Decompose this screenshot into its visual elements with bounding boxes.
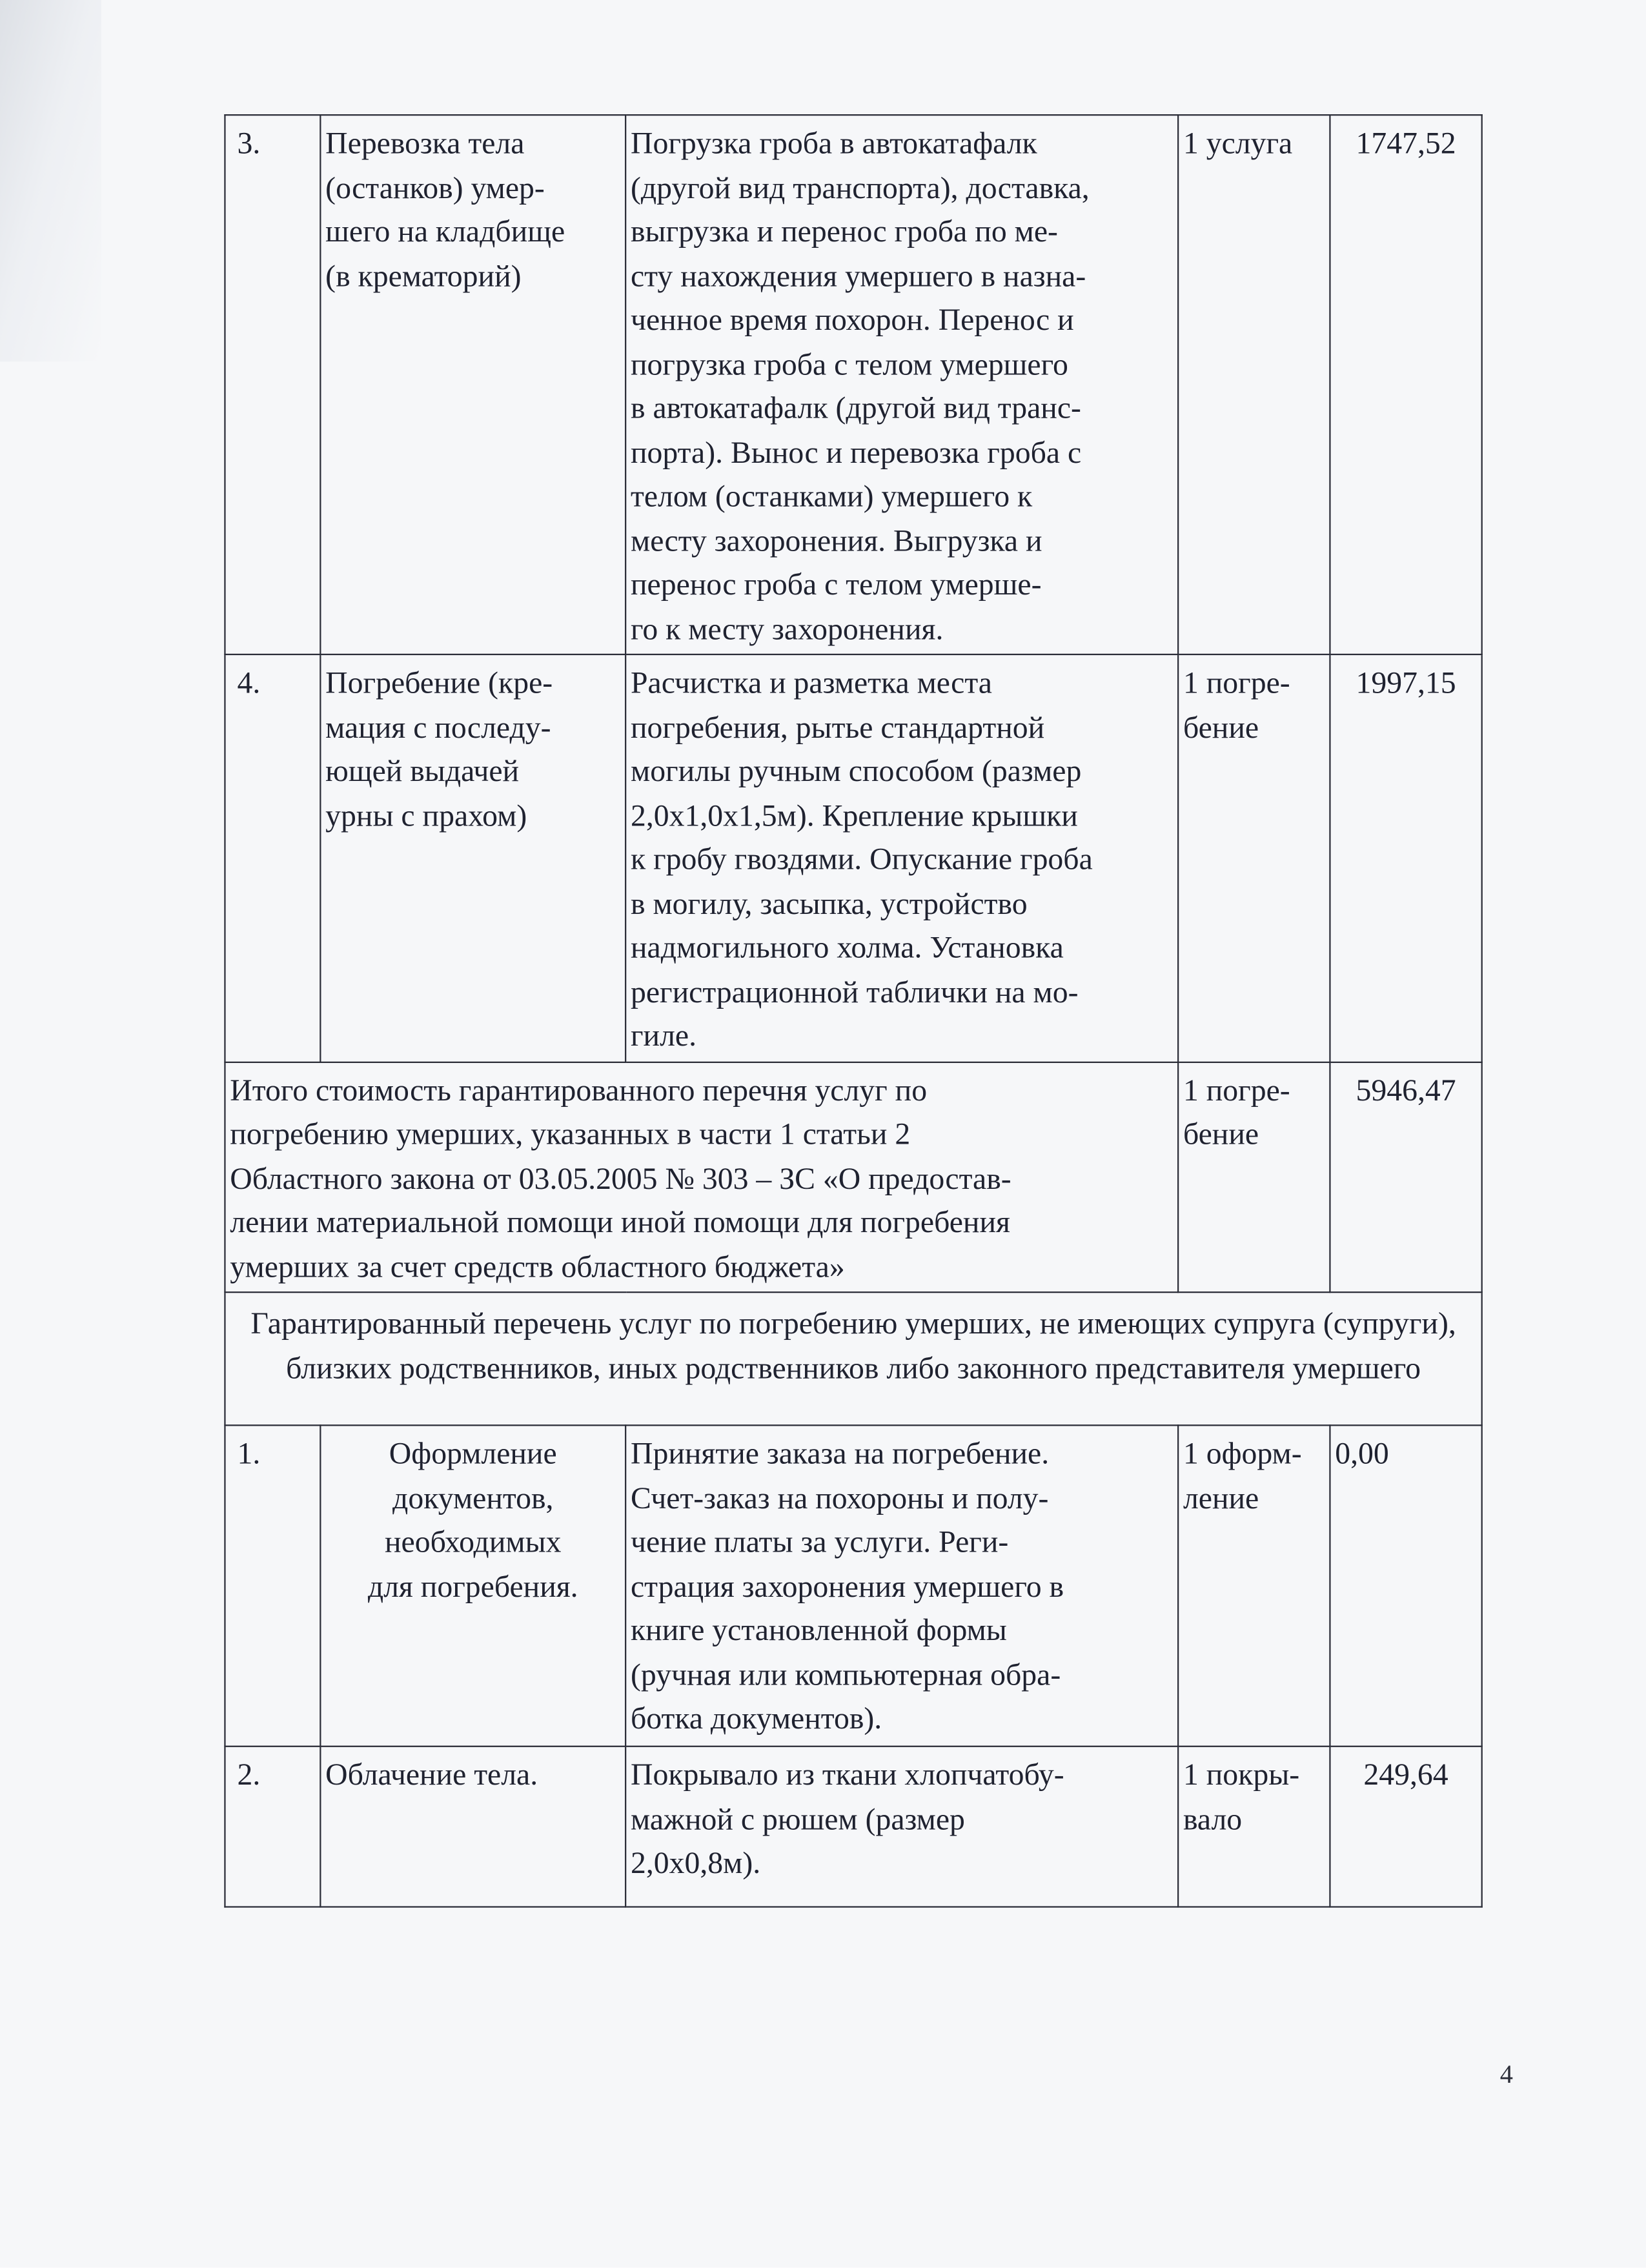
service-price: 1997,15 (1330, 654, 1481, 1062)
services-table (224, 114, 1482, 1908)
total-price: 5946,47 (1330, 1062, 1481, 1292)
service-name: Оформление документов, необходимых для погребения. (320, 1425, 625, 1746)
service-price: 1747,52 (1330, 115, 1481, 654)
total-row (225, 1062, 1481, 1292)
table-row (225, 1425, 1481, 1746)
service-description: Принятие заказа на погребение. Счет-заказ на похороны и полу- чение платы за услуги. Реги- страция захоронения умершего в книге установленной формы (ручная или компьютерная обра- ботка документов). (625, 1425, 1178, 1746)
service-description: Погрузка гроба в автокатафалк (другой вид транспорта), доставка, выгрузка и перенос гроба по ме- сту нахождения умершего в назна- ченное время похорон. Перенос и погрузка гроба с телом умершего в автокатафалк (другой вид транс- порта). Вынос и перевозка гроба с телом (останками) умершего к месту захоронения. Выгрузка и перенос гроба с телом умерше- го к месту захоронения. (625, 115, 1178, 654)
row-number: 1. (225, 1425, 320, 1746)
service-unit: 1 погре- бение (1178, 654, 1330, 1062)
section-heading-row (225, 1292, 1481, 1425)
service-name: Погребение (кре- мация с последу- ющей выдачей урны с прахом) (320, 654, 625, 1062)
service-description: Расчистка и разметка места погребения, рытье стандартной могилы ручным способом (размер 2,0х1,0х1,5м). Крепление крышки к гробу гвоздями. Опускание гроба в могилу, засыпка, устройство надмогильного холма. Установка регистрационной таблички на мо- гиле. (625, 654, 1178, 1062)
row-number: 2. (225, 1747, 320, 1907)
table-row (225, 115, 1481, 654)
scan-shadow (0, 0, 101, 361)
total-text: Итого стоимость гарантированного перечня услуг по погребению умерших, указанных в части 1 статьи 2 Областного закона от 03.05.2005 № 303 – ЗС «О предостав- лении материальной помощи иной помощи для погребения умерших за счет средств областного бюджета» (225, 1062, 1178, 1292)
row-number: 4. (225, 654, 320, 1062)
section-heading: Гарантированный перечень услуг по погребению умерших, не имеющих супруга (супруги), близких родственников, иных родственников либо законного представителя умершего (225, 1292, 1481, 1425)
page-number: 4 (1499, 2059, 1513, 2089)
table-row (225, 654, 1481, 1062)
service-name: Облачение тела. (320, 1747, 625, 1907)
service-name: Перевозка тела (останков) умер- шего на кладбище (в крематорий) (320, 115, 625, 654)
service-price: 0,00 (1330, 1425, 1481, 1746)
table-row (225, 1747, 1481, 1907)
service-unit: 1 услуга (1178, 115, 1330, 654)
service-unit: 1 покры- вало (1178, 1747, 1330, 1907)
row-number: 3. (225, 115, 320, 654)
total-unit: 1 погре- бение (1178, 1062, 1330, 1292)
service-price: 249,64 (1330, 1747, 1481, 1907)
service-description: Покрывало из ткани хлопчатобу- мажной с рюшем (размер 2,0х0,8м). (625, 1747, 1178, 1907)
service-unit: 1 оформ- ление (1178, 1425, 1330, 1746)
